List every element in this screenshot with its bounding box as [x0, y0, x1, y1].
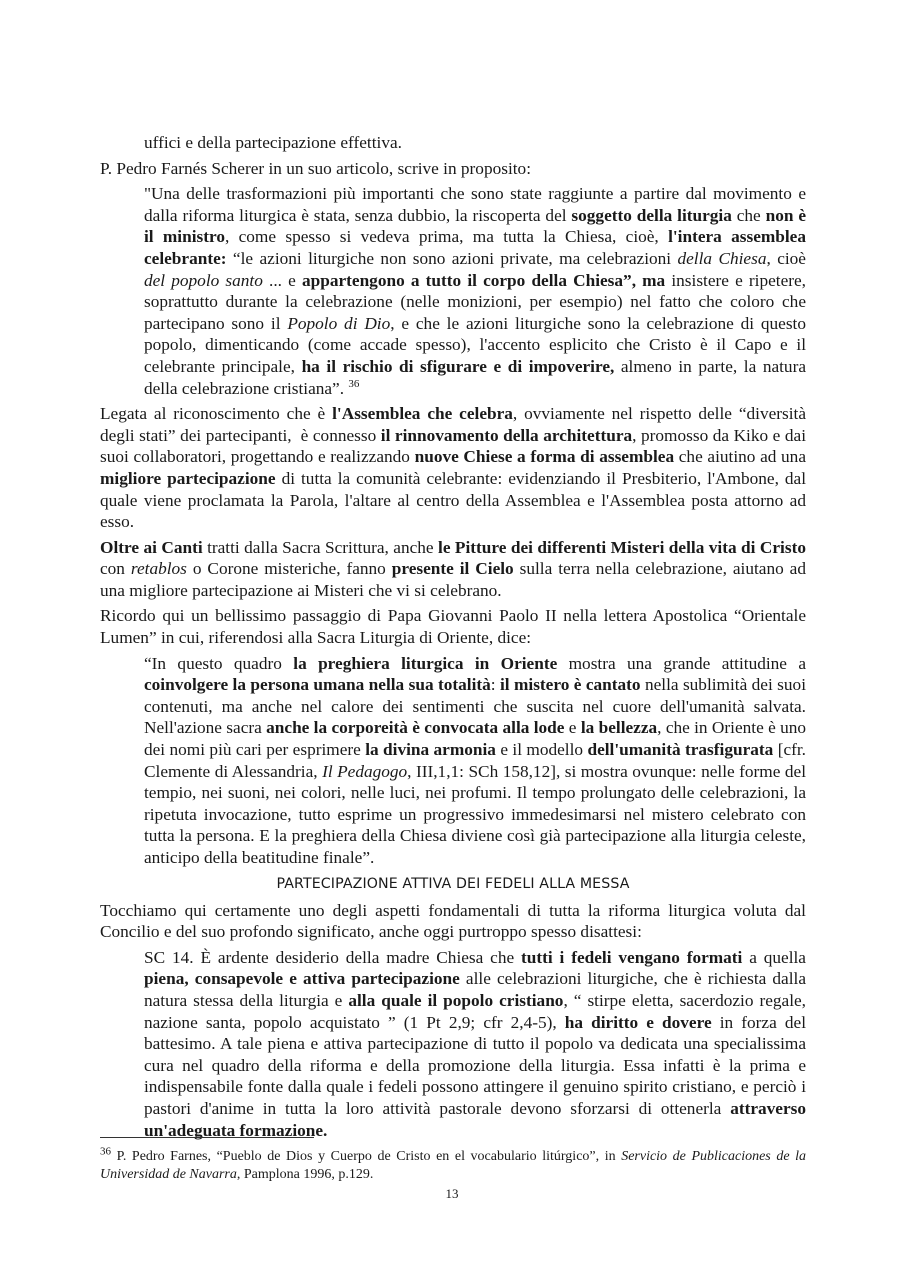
paragraph-intro-farnes: P. Pedro Farnés Scherer in un suo articolo, scrive in proposito: [100, 158, 532, 178]
footnote-rule [100, 1137, 314, 1138]
paragraph-assemblea: Legata al riconoscimento che è l'Assemblea che celebra, ovviamente nel rispetto delle “diversità degli stati” dei partecipanti, è connesso il rinnovamento della architettura, promosso da Kiko e dai suoi collaboratori, progettando e realizzando nuove Chiese a forma di assemblea che aiutino ad una migliore partecipazione di tutta la comunità celebrante: evidenziando il Presbiterio, l'Ambone, dal quale viene proclamata la Parola, l'altare al centro della Assemblea e l'Assemblea posta attorno ad esso. [100, 404, 807, 532]
footnote-tail: , Pamplona 1996, p.129. [236, 1167, 374, 1182]
footnote-source: Servicio de Publicaciones de la Universidad de Navarra [100, 1149, 807, 1182]
quote-orientale-lumen: “In questo quadro la preghiera liturgica in Oriente mostra una grande attitudine a coinvolgere la persona umana nella sua totalità: il mistero è cantato nella sublimità dei suoi contenuti, ma anche nel calore dei sentimenti che suscita nel cuore dell'umanità salvata. Nell'azione sacra anche la corporeità è convocata alla lode e la bellezza, che in Oriente è uno dei nomi più cari per esprimere la divina armonia e il modello dell'umanità trasfigurata [cfr. Clemente di Alessandria, Il Pedagogo, III,1,1: SCh 158,12], si mostra ovunque: nelle forme del tempio, nei suoni, nei colori, nelle luci, nei profumi. Il tempo prolungato delle celebrazioni, la ripetuta invocazione, tutto esprime un progressivo immedesimarsi nel mistero celebrato con tutta la persona. E la preghiera della Chiesa diviene così già partecipazione alla liturgia celeste, anticipo della beatitudine finale”. [144, 653, 807, 867]
quote-sc14: SC 14. È ardente desiderio della madre Chiesa che tutti i fedeli vengano formati a quella piena, consapevole e attiva partecipazione alle celebrazioni liturgiche, che è richiesta dalla natura stessa della liturgia e alla quale il popolo cristiano, “ stirpe eletta, sacerdozio regale, nazione santa, popolo acquistato ” (1 Pt 2,9; cfr 2,4-5), ha diritto e dovere in forza del battesimo. A tale piena e attiva partecipazione di tutto il popolo va dedicata una specialissima cura nel quadro della riforma e della promozione della liturgia. Essa infatti è la prima e indispensabile fonte dalla quale i fedeli possono attingere il genuino spirito cristiano, e perciò i pastori d'anime in tutta la loro attività pastorale devono sforzarsi di ottenerla attraverso un'adeguata formazione. [144, 947, 806, 1140]
paragraph-canti: Oltre ai Canti tratti dalla Sacra Scrittura, anche le Pitture dei differenti Misteri della vita di Cristo con retablos o Corone misteriche, fanno presente il Cielo sulla terra nella celebrazione, aiutano ad una migliore partecipazione ai Misteri che vi si celebrano. [100, 537, 806, 600]
footnote-mark: 36 [100, 1145, 111, 1158]
quote-farnes: "Una delle trasformazioni più importanti che sono state raggiunte a partire dal movimento e dalla riforma liturgica è stata, senza dubbio, la riscoperta del soggetto della liturgia che non è il ministro, come spesso si vedeva prima, ma tutta la Chiesa, cioè, l'intera assemblea celebrante: “le azioni liturgiche non sono azioni private, ma celebrazioni della Chiesa, cioè del popolo santo ... e appartengono a tutto il corpo della Chiesa”, ma insistere e ripetere, soprattutto durante la celebrazione (nelle monizioni, per esempio) nel fatto che coloro che partecipano sono il Popolo di Dio, e che le azioni liturgiche sono la celebrazione di questo popolo, dimenticando (come accade spesso), l'accento esplicito che Cristo è il Capo e il celebrante principale, ha il rischio di sfigurare e di impoverire, almeno in parte, la natura della celebrazione cristiana”. $^{36}$ [144, 184, 807, 398]
paragraph-orientale-lumen: Ricordo qui un bellissimo passaggio di Papa Giovanni Paolo II nella lettera Apostolica “Orientale Lumen” in cui, riferendosi alla Sacra Liturgia di Oriente, dice: [100, 606, 806, 648]
paragraph-concilio: Tocchiamo qui certamente uno degli aspetti fondamentali di tutta la riforma liturgica voluta dal Concilio e del suo profondo significato, anche oggi purtroppo spesso disattesi: [100, 900, 806, 942]
footnote-text: P. Pedro Farnes, “Pueblo de Dios y Cuerpo de Cristo en el vocabulario litúrgico”, in [116, 1149, 622, 1164]
page-body [100, 132, 806, 1141]
section-heading: PARTECIPAZIONE ATTIVA DEI FEDELI ALLA MESSA [276, 875, 630, 892]
footnote [100, 1145, 807, 1184]
paragraph-continuation: uffici e della partecipazione effettiva. [144, 133, 402, 152]
page-number: 13 [445, 1186, 459, 1201]
